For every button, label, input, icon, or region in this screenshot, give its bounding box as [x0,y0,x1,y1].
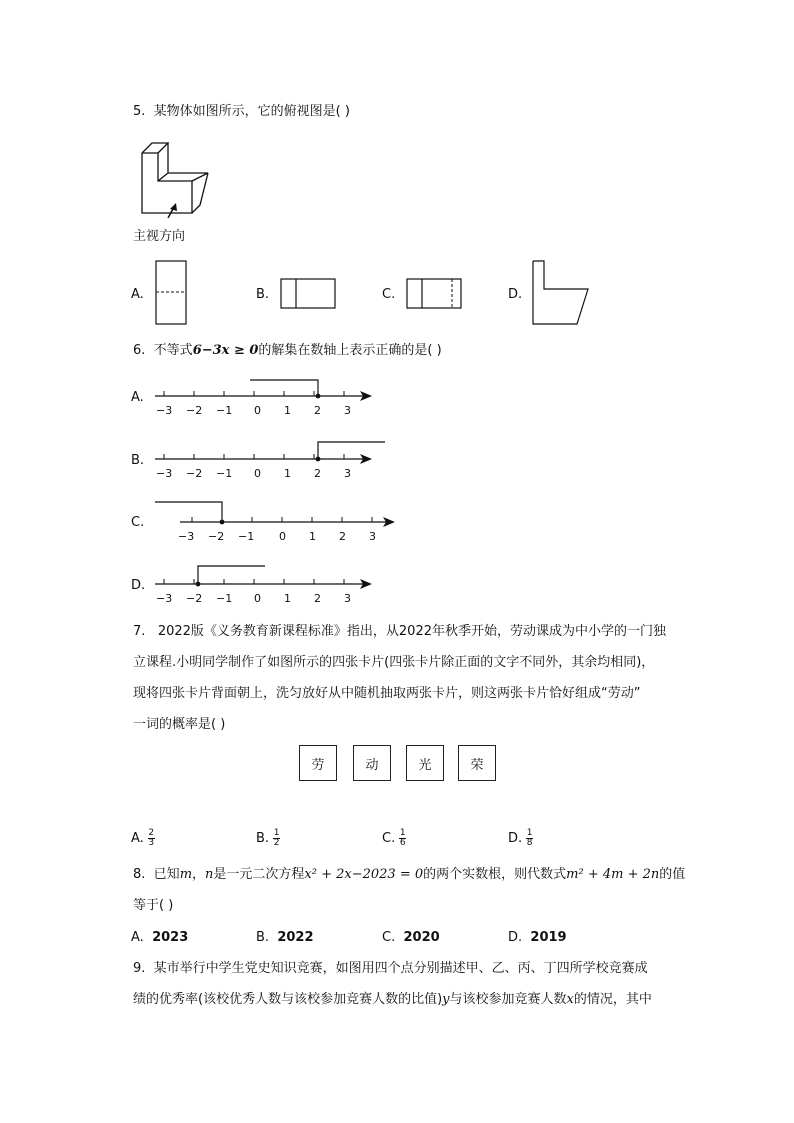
q5-option-c-label[interactable]: C. [382,287,396,302]
q7-line2: 立课程.小明同学制作了如图所示的四张卡片(四张卡片除正面的文字不同外，其余均相同)， [133,655,655,670]
q6-option-a-numberline [150,374,380,418]
q6-option-c-numberline [150,497,400,545]
q6-option-b-numberline [150,437,390,481]
q5-option-b-figure [279,277,339,311]
q5-option-d-figure [530,259,592,327]
q5-figure-caption: 主视方向 [133,229,186,244]
tick: 0 [254,592,261,605]
q6-option-a-label[interactable]: A. [131,390,144,405]
q7-card-3: 光 [406,745,444,781]
tick: 0 [254,404,261,417]
tick: −2 [186,592,203,605]
tick: −3 [156,467,173,480]
tick: −3 [156,592,173,605]
tick: −3 [178,530,195,543]
tick: 3 [344,467,351,480]
q8-option-b[interactable]: B. 2022 [256,930,314,945]
tick: 2 [314,404,321,417]
q9-line1: 9. 某市举行中学生党史知识竞赛，如图用四个点分别描述甲、乙、丙、丁四所学校竞赛成 [133,961,648,976]
tick: −2 [208,530,225,543]
tick: −2 [186,404,203,417]
q5-stem: 5. 某物体如图所示，它的俯视图是( ) [133,104,350,119]
tick: −2 [186,467,203,480]
tick: 1 [309,530,316,543]
q7-option-c[interactable]: C. $\frac{1}{6}$ [382,828,406,848]
q6-option-d-label[interactable]: D. [131,578,146,593]
q7-option-a[interactable]: A. $\frac{2}{3}$ [131,828,155,848]
q7-line1: 7. 2022版《义务教育新课程标准》指出，从2022年秋季开始，劳动课成为中小学的一门独 [133,624,666,639]
q6-option-b-label[interactable]: B. [131,453,145,468]
q9-line2: 绩的优秀率(该校优秀人数与该校参加竞赛人数的比值)y与该校参加竞赛人数x的情况，其中 [133,992,652,1007]
tick: 3 [344,592,351,605]
q7-card-1: 劳 [299,745,337,781]
q8-option-d[interactable]: D. 2019 [508,930,567,945]
q8-line2: 等于( ) [133,898,174,913]
tick: 3 [344,404,351,417]
q7-option-b[interactable]: B. $\frac{1}{2}$ [256,828,280,848]
tick: 3 [369,530,376,543]
tick: 0 [279,530,286,543]
q8-option-c[interactable]: C. 2020 [382,930,440,945]
tick: 2 [314,592,321,605]
q5-object-figure [130,133,220,218]
q5-option-a-label[interactable]: A. [131,287,144,302]
q7-line4: 一词的概率是( ) [133,717,226,732]
tick: −1 [216,467,233,480]
q6-option-d-numberline [150,562,380,606]
q5-option-b-label[interactable]: B. [256,287,270,302]
q6-stem: 6. 不等式6−3x ≥ 0的解集在数轴上表示正确的是( ) [133,343,442,358]
tick: 1 [284,404,291,417]
tick: 1 [284,592,291,605]
tick: −3 [156,404,173,417]
tick: 1 [284,467,291,480]
tick: 2 [314,467,321,480]
tick: −1 [216,592,233,605]
q5-option-c-figure [405,277,465,311]
tick: 2 [339,530,346,543]
q7-card-2: 动 [353,745,391,781]
tick: −1 [238,530,255,543]
q7-option-d[interactable]: D. $\frac{1}{8}$ [508,828,533,848]
q6-option-c-label[interactable]: C. [131,515,145,530]
q7-line3: 现将四张卡片背面朝上，洗匀放好从中随机抽取两张卡片，则这两张卡片恰好组成“劳动” [133,686,641,701]
q8-option-a[interactable]: A. 2023 [131,930,189,945]
tick: −1 [216,404,233,417]
tick: 0 [254,467,261,480]
q5-option-a-figure [153,259,189,327]
q7-card-4: 荣 [458,745,496,781]
q8-line1: 8. 已知m，n是一元二次方程x² + 2x−2023 = 0的两个实数根，则代数式m² + 4m + 2n的值 [133,867,686,882]
q5-option-d-label[interactable]: D. [508,287,523,302]
